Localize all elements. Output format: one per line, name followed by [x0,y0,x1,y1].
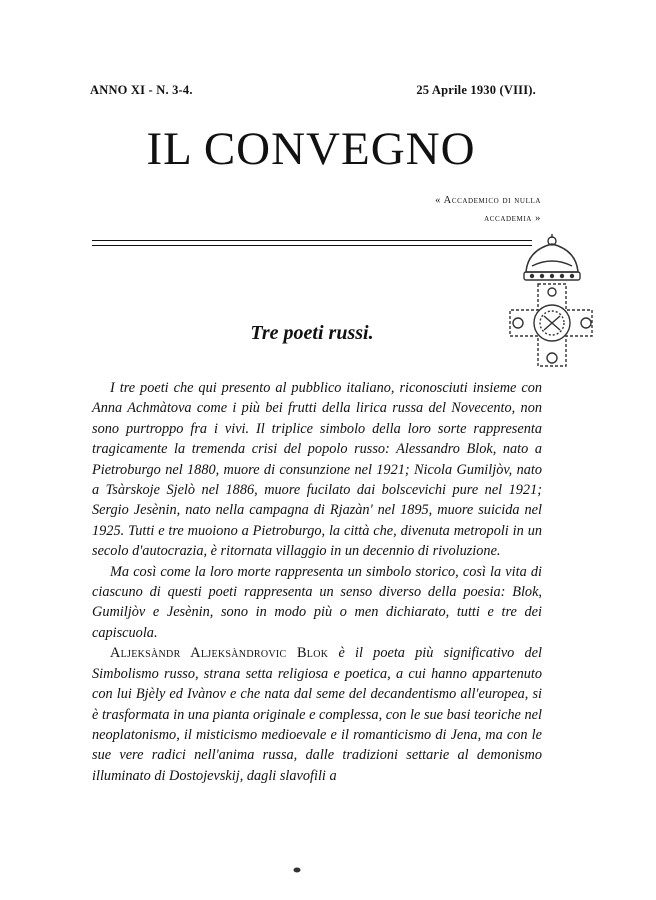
royal-crown-stamp-icon [488,232,618,380]
masthead-motto [435,192,541,228]
masthead-rule-top [92,240,532,241]
issue-number: ANNO XI - N. 3-4. [90,83,193,97]
masthead-title: IL CONVEGNO [146,123,476,175]
poet-name-blok: Aljeksàndr Aljeksàndrovic Blok [110,645,329,662]
ink-spot-icon [292,866,302,874]
paragraph-2: Ma così come la loro morte rappresenta un simbolo storico, così la vita di ciascuno di questi poeti rappresenta un senso diverso della poesia: Blok, Gumiljòv e Jesènin, sono in modo più o men dichiarato, tutti e tre dei capiscuola. [92,563,542,641]
paragraph-1: I tre poeti che qui presento al pubblico italiano, riconosciuti insieme con Anna Achmàtova come i più bei frutti della lirica russa del Novecento, non sono purtroppo fra i vivi. Il triplice simbolo della loro sorte rappresenta tragicamente la tremenda crisi del popolo russo: Alessandro Blok, nato a Pietroburgo nel 1880, muore di consunzione nel 1921; Nicola Gumiljòv, nato a Tsàrskoje Sjelò nel 1886, muore fucilato dai bolscevichi pure nel 1921; Sergio Jesènin, nato nella campagna di Rjazàn' nel 1895, muore suicida nel 1925. Tutti e tre muoiono a Pietroburgo, la città che, divenuta metropoli in un secolo d'autocrazia, è ritornata villaggio in un decennio di rivoluzione. [92,380,542,560]
article-title: Tre poeti russi. [250,322,374,344]
paragraph-3-text: è il poeta più significativo del Simbolismo russo, strana setta religiosa e poetica, a cui hanno appartenuto con lui Bjèly ed Ivànov e che nata dal seme del decandentismo all'europea, si è trasformata in una pianta originale e complessa, con le sue basi teoriche nel neoplatonismo, il misticismo medioevale e il romanticismo di Jena, ma con le sue vere radici nell'anima russa, dalle tradizioni settarie al demonismo illuminato di Dostojevskij, dagli slavofili a [92,645,542,784]
issue-date: 25 Aprile 1930 (VIII). [416,83,536,97]
paragraph-3 [92,643,542,786]
motto-line-1: « Accademico di nulla [435,195,541,206]
issue-header [90,83,536,98]
motto-line-2: accademia » [484,213,541,224]
article-body [92,378,542,786]
masthead-rule-bottom [92,245,532,246]
